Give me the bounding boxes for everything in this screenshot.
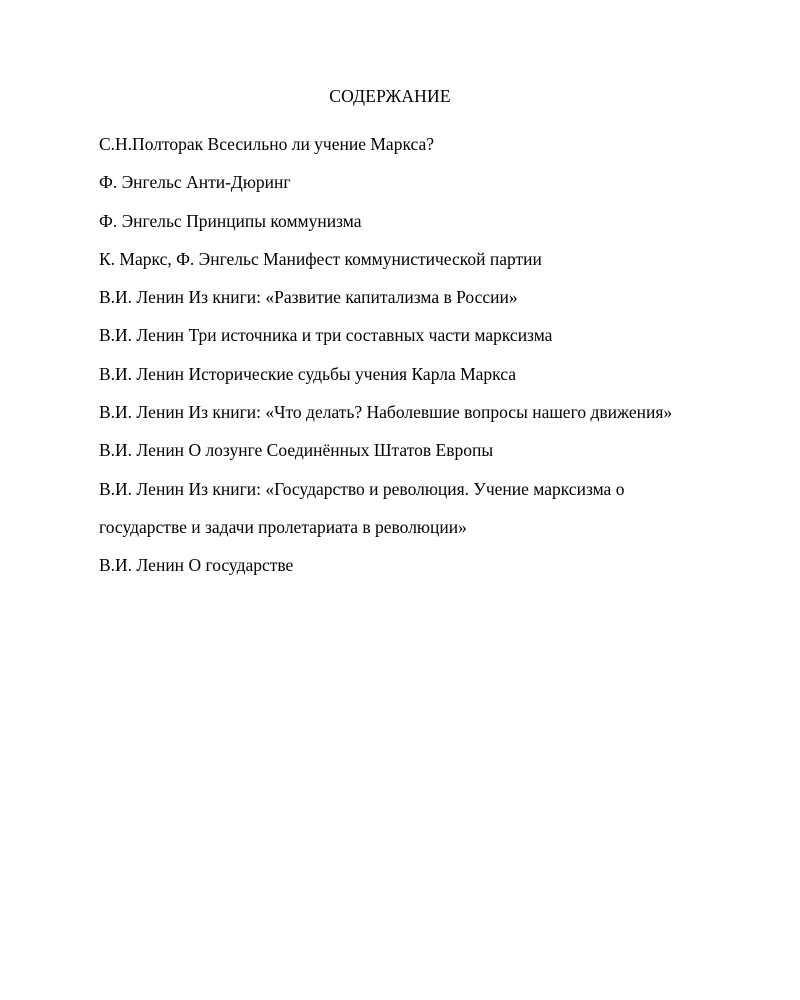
toc-entry-4: [99, 240, 689, 278]
toc-author: В.И. Ленин: [99, 325, 185, 346]
toc-work-title: Манифест коммунистической партии: [263, 248, 542, 269]
toc-entry-3: [99, 202, 689, 240]
toc-author: К. Маркс, Ф. Энгельс: [99, 248, 259, 269]
toc-entry-7: [99, 355, 689, 393]
toc-entry-10: [99, 470, 689, 547]
toc-work-title: Из книги: «Государство и революция. Учение марксизма о государстве и задачи пролетариата в революции»: [99, 478, 625, 537]
toc-entry-8: [99, 393, 689, 431]
toc-work-title: Анти-Дюринг: [186, 172, 291, 193]
toc-author: В.И. Ленин: [99, 555, 185, 576]
table-of-contents: [99, 125, 689, 585]
toc-author: В.И. Ленин: [99, 402, 185, 423]
page-title: СОДЕРЖАНИЕ: [329, 86, 451, 106]
toc-work-title: Из книги: «Развитие капитализма в России»: [188, 287, 518, 308]
toc-entry-5: [99, 278, 689, 316]
toc-author: С.Н.Полторак: [99, 134, 204, 154]
toc-work-title: Принципы коммунизма: [186, 210, 362, 231]
toc-entry-2: [99, 163, 689, 201]
toc-work-title: Всесильно ли учение Маркса?: [207, 134, 435, 154]
toc-entry-11: [99, 546, 689, 584]
toc-work-title: Исторические судьбы учения Карла Маркса: [188, 363, 516, 384]
toc-entry-1: [99, 125, 689, 163]
toc-author: Ф. Энгельс: [99, 172, 182, 193]
toc-author: В.И. Ленин: [99, 287, 185, 308]
toc-author: В.И. Ленин: [99, 440, 185, 461]
toc-work-title: Из книги: «Что делать? Наболевшие вопросы нашего движения»: [188, 402, 673, 423]
toc-work-title: О государстве: [188, 555, 294, 576]
toc-work-title: Три источника и три составных части марксизма: [188, 325, 553, 346]
toc-entry-9: [99, 431, 689, 469]
toc-author: Ф. Энгельс: [99, 210, 182, 231]
toc-author: В.И. Ленин: [99, 363, 185, 384]
toc-work-title: О лозунге Соединённых Штатов Европы: [188, 440, 494, 461]
toc-author: В.И. Ленин: [99, 478, 185, 499]
toc-entry-6: [99, 316, 689, 354]
